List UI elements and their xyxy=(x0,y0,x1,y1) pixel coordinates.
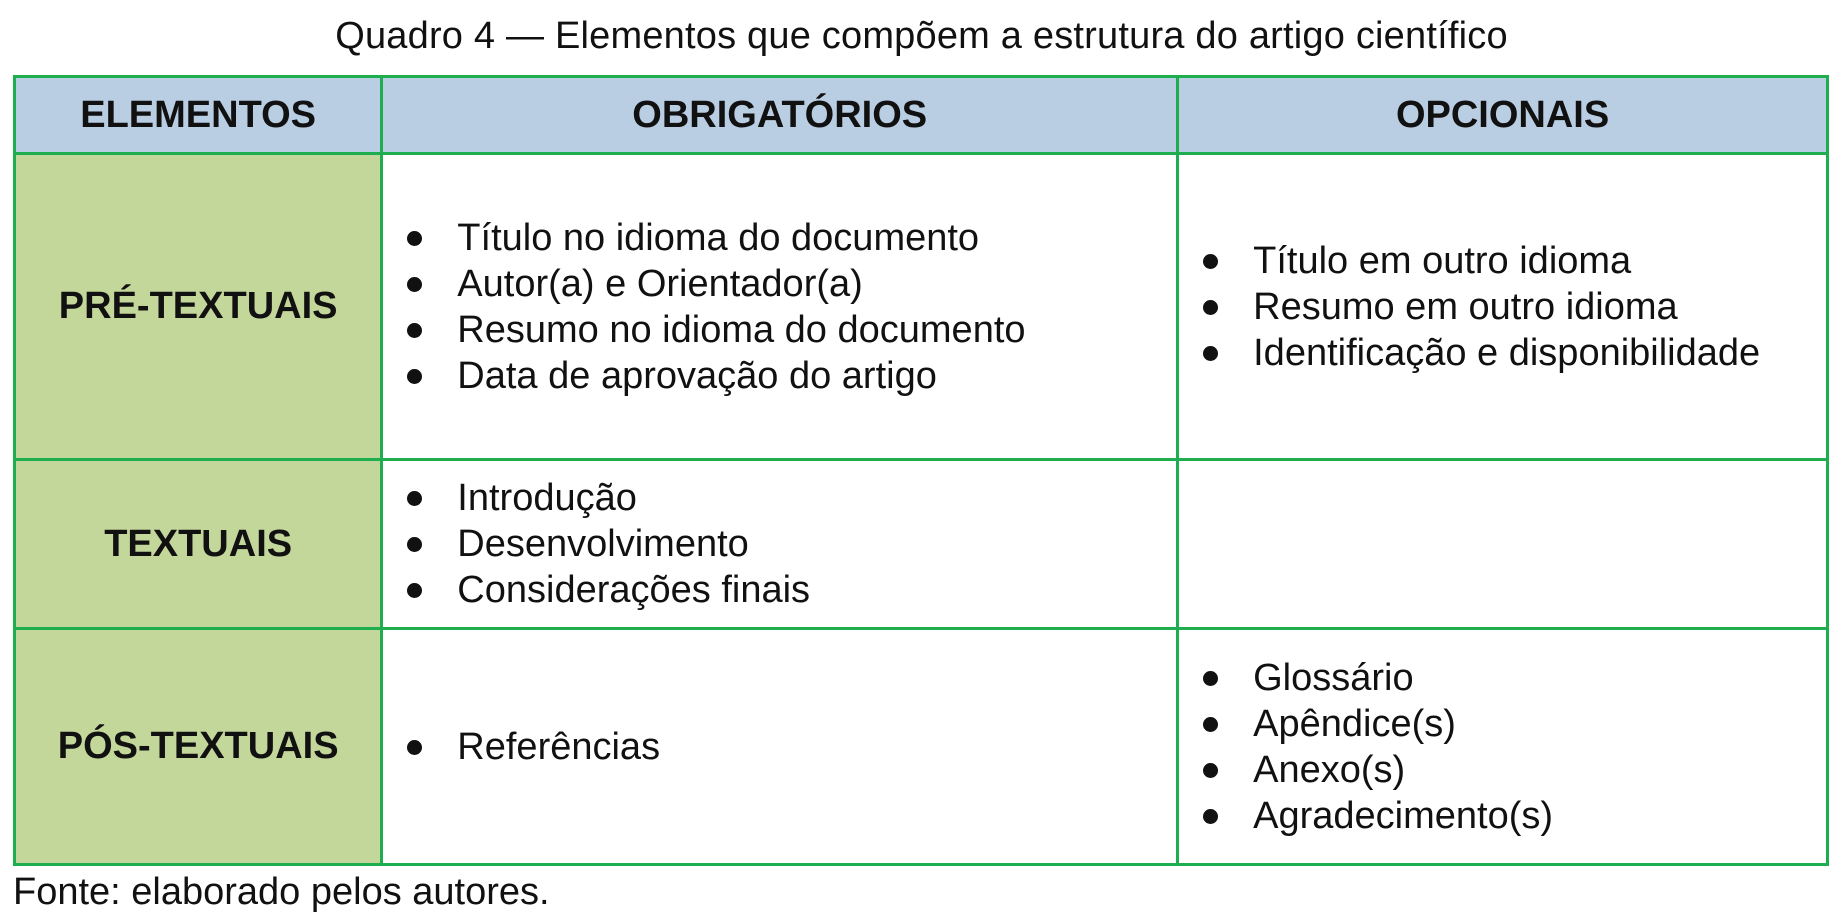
source-note: Fonte: elaborado pelos autores. xyxy=(13,871,550,913)
list-item: Resumo em outro idioma xyxy=(1201,284,1826,330)
list-item: Anexo(s) xyxy=(1201,747,1826,793)
list-item: Título no idioma do documento xyxy=(405,215,1176,261)
table-row xyxy=(15,460,1828,629)
row-label-pre-textuais: PRÉ-TEXTUAIS xyxy=(15,154,382,460)
table-row xyxy=(15,154,1828,460)
list-item: Título em outro idioma xyxy=(1201,238,1826,284)
list-item: Agradecimento(s) xyxy=(1201,793,1826,839)
row-label-pos-textuais: PÓS-TEXTUAIS xyxy=(15,629,382,865)
bullet-list xyxy=(1179,238,1826,376)
pos-textuais-opcionais-cell xyxy=(1178,629,1828,865)
pos-textuais-obrigatorios-cell xyxy=(382,629,1178,865)
structure-table xyxy=(13,75,1829,866)
list-item: Desenvolvimento xyxy=(405,521,1176,567)
list-item: Introdução xyxy=(405,475,1176,521)
bullet-list xyxy=(383,215,1176,399)
header-elementos: ELEMENTOS xyxy=(15,77,382,154)
pre-textuais-obrigatorios-cell xyxy=(382,154,1178,460)
table-row xyxy=(15,629,1828,865)
header-opcionais: OPCIONAIS xyxy=(1178,77,1828,154)
bullet-list xyxy=(383,724,1176,770)
list-item: Apêndice(s) xyxy=(1201,701,1826,747)
header-obrigatorios: OBRIGATÓRIOS xyxy=(382,77,1178,154)
textuais-opcionais-cell xyxy=(1178,460,1828,629)
row-label-textuais: TEXTUAIS xyxy=(15,460,382,629)
list-item: Autor(a) e Orientador(a) xyxy=(405,261,1176,307)
list-item: Glossário xyxy=(1201,655,1826,701)
pre-textuais-opcionais-cell xyxy=(1178,154,1828,460)
bullet-list xyxy=(1179,655,1826,839)
list-item: Identificação e disponibilidade xyxy=(1201,330,1826,376)
textuais-obrigatorios-cell xyxy=(382,460,1178,629)
list-item: Data de aprovação do artigo xyxy=(405,353,1176,399)
list-item: Referências xyxy=(405,724,1176,770)
table-caption: Quadro 4 — Elementos que compõem a estrutura do artigo científico xyxy=(335,15,1508,57)
list-item: Resumo no idioma do documento xyxy=(405,307,1176,353)
list-item: Considerações finais xyxy=(405,567,1176,613)
bullet-list xyxy=(383,475,1176,613)
header-row xyxy=(15,77,1828,154)
